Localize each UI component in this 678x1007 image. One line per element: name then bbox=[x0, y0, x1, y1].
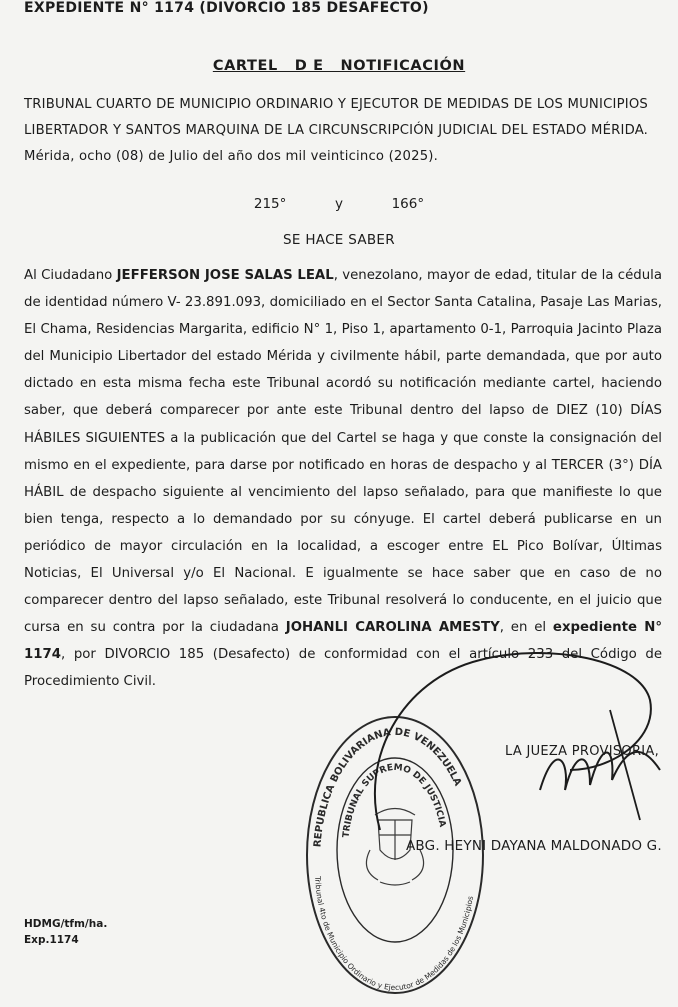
defendant-name: JEFFERSON JOSE SALAS LEAL bbox=[116, 268, 334, 283]
signer-title: LA JUEZA PROVISORIA, bbox=[505, 744, 660, 759]
footer-file-line: Exp.1174 bbox=[24, 934, 79, 946]
years-line bbox=[0, 196, 678, 212]
document-title bbox=[0, 58, 678, 74]
year-federation: 166° bbox=[391, 196, 425, 212]
court-line-1: TRIBUNAL CUARTO DE MUNICIPIO ORDINARIO Y EJECUTOR DE MEDIDAS DE LOS MUNICIPIOS bbox=[24, 97, 648, 112]
expediente-reference: expediente N° 1174 bbox=[24, 620, 662, 663]
document-title-text: CARTEL D E NOTIFICACIÓN bbox=[212, 58, 466, 74]
footer-initials-line: HDMG/tfm/ha. bbox=[24, 918, 108, 930]
court-date-line: Mérida, ocho (08) de Julio del año dos mil veinticinco (2025). bbox=[24, 149, 439, 164]
expediente-header: EXPEDIENTE N° 1174 (DIVORCIO 185 DESAFECTO) bbox=[24, 0, 429, 16]
court-line-2: LIBERTADOR Y SANTOS MARQUINA DE LA CIRCUNSCRIPCIÓN JUDICIAL DEL ESTADO MÉRIDA. bbox=[24, 123, 649, 138]
court-heading bbox=[24, 92, 664, 170]
svg-text:TRIBUNAL SUPREMO DE JUSTICIA: TRIBUNAL SUPREMO DE JUSTICIA bbox=[341, 762, 447, 839]
svg-text:Tribunal 4to de Municipio Ordi: Tribunal 4to de Municipio Ordinario y Ejecutor de Medidas de los Municipios bbox=[313, 875, 476, 993]
signer-name: ABG. HEYNI DAYANA MALDONADO G. bbox=[406, 838, 662, 854]
year-independence: 215° bbox=[253, 196, 287, 212]
body-text-2: , venezolano, mayor de edad, titular de la cédula de identidad número V- 23.891.093, domiciliado en el Sector Santa Catalina, Pasaje Las Marias, El Chama, Residencias Margarita, edificio N° 1, Piso 1, apartamento 0-1, Parroquia Jacinto Plaza del Municipio Libertador del estado Mérida y civilmente hábil, parte demandada, que por auto dictado en esta misma fecha este Tribunal acordó su notificación mediante cartel, haciendo saber, que deberá comparecer por ante este Tribunal dentro del lapso de DIEZ (10) DÍAS HÁBILES SIGUIENTES a la publicación que del Cartel se haga y que conste la consignación del mismo en el expediente, para darse por notificado en horas de despacho y al TERCER (3°) DÍA HÁBIL de despacho siguiente al vencimiento del lapso señalado, para que manifieste lo que bien tenga, respecto a lo demandado por su cónyuge. El cartel deberá publicarse en un periódico de mayor circulación en la localidad, a escoger entre EL Pico Bolívar, Últimas Noticias, El Universal y/o El Nacional. E igualmente se hace saber que en caso de no comparecer dentro del lapso señalado, este Tribunal resolverá lo conducente, en el juicio que cursa en su contra por la ciudadana bbox=[24, 268, 663, 636]
body-text-1: Al Ciudadano bbox=[24, 268, 117, 283]
footer-initials bbox=[24, 916, 107, 948]
judge-signature bbox=[340, 620, 670, 840]
body-text-4: , por DIVORCIO 185 (Desafecto) de conformidad con el artículo 233 del Código de Procedimiento Civil. bbox=[24, 647, 662, 690]
svg-text:REPUBLICA BOLIVARIANA DE VENEZ: REPUBLICA BOLIVARIANA DE VENEZUELA bbox=[312, 726, 463, 848]
body-text-3: , en el bbox=[499, 620, 553, 636]
plaintiff-name: JOHANLI CAROLINA AMESTY bbox=[285, 620, 500, 636]
year-connector: y bbox=[335, 196, 343, 212]
announcement-heading: SE HACE SABER bbox=[283, 232, 395, 248]
